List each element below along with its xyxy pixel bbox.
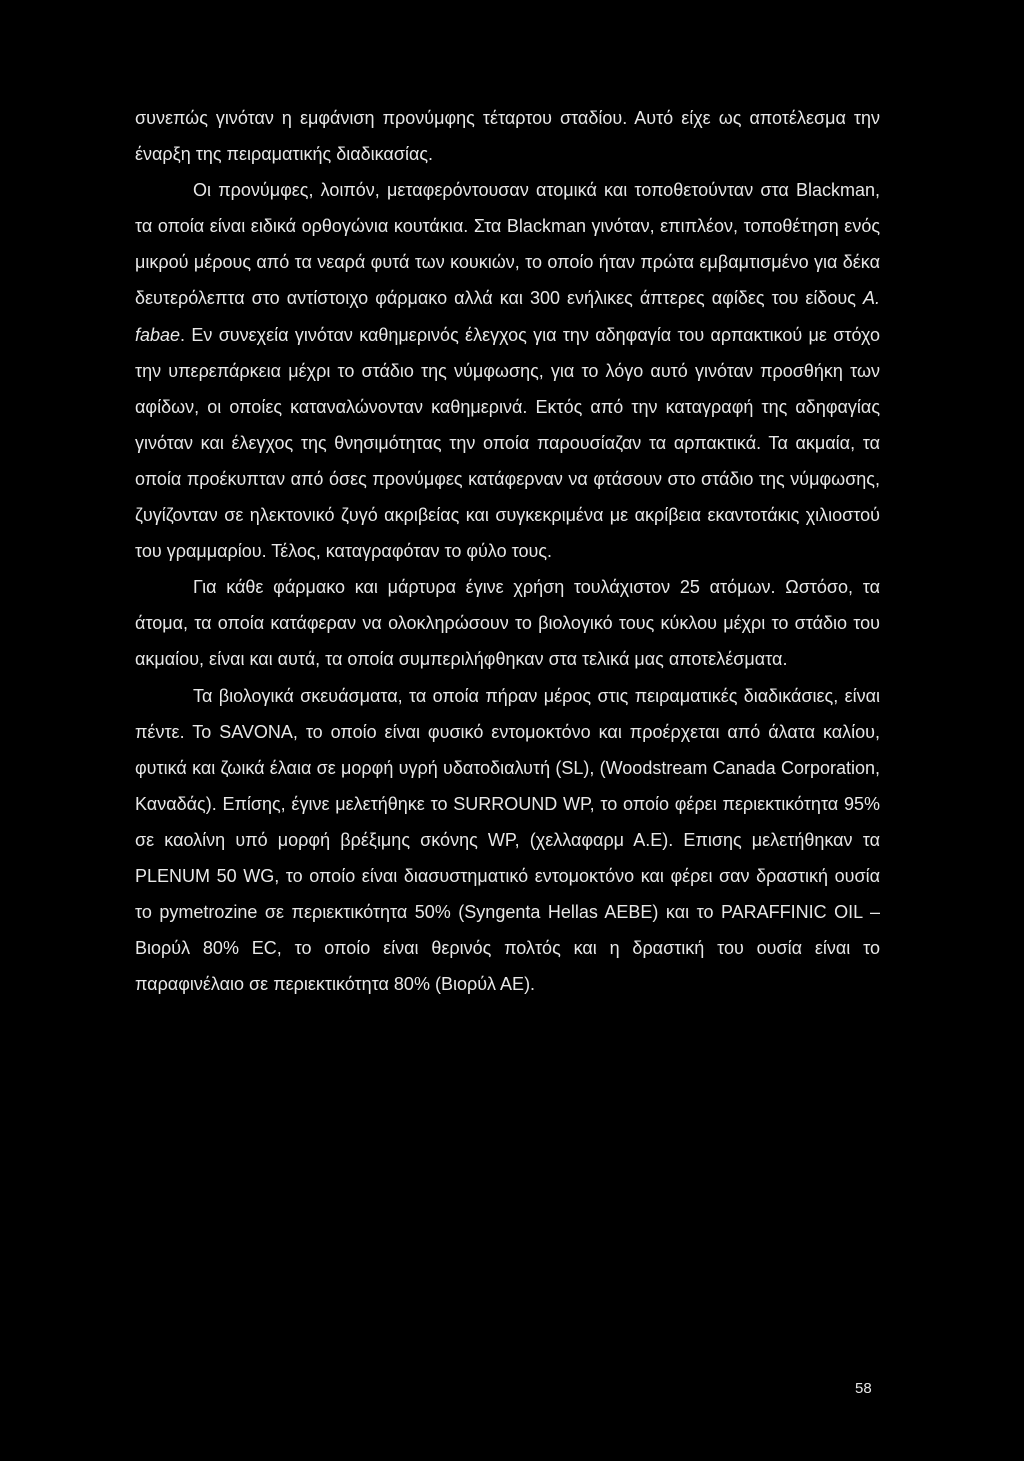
paragraph-text: Οι προνύμφες, λοιπόν, μεταφερόντουσαν ατομικά και τοποθετούνταν στα Blackman, τα οποία είναι ειδικά ορθογώνια κουτάκια. Στα Blackman γινόταν, επιπλέον, τοποθέτηση ενός μικρού μέρους από τα νεαρά φυτά των κουκιών, το οποίο ήταν πρώτα εμβαμτισμένο για δέκα δευτερόλεπτα στο αντίστοιχο φάρμακο αλλά και 300 ενήλικες άπτερες αφίδες του είδους bbox=[135, 180, 880, 309]
paragraph-text: Για κάθε φάρμακο και μάρτυρα έγινε χρήση τουλάχιστον 25 ατόμων. Ωστόσο, τα άτομα, τα οποία κατάφεραν να ολοκληρώσουν το βιολογικό τους κύκλου μέχρι το στάδιο του ακμαίου, είναι και αυτά, τα οποία συμπεριλήφθηκαν στα τελικά μας αποτελέσματα. bbox=[135, 577, 880, 670]
species-name: A. fabae bbox=[135, 288, 880, 345]
page-body bbox=[135, 100, 880, 1002]
paragraph-sample-size bbox=[135, 569, 880, 677]
paragraph-text: συνεπώς γινόταν η εμφάνιση προνύμφης τέταρτου σταδίου. Αυτό είχε ως αποτέλεσμα την έναρξη της πειραματικής διαδικασίας. bbox=[135, 108, 880, 165]
paragraph-text: Τα βιολογικά σκευάσματα, τα οποία πήραν μέρος στις πειραματικές διαδικάσιες, είναι πέντε. Το SAVONA, το οποίο είναι φυσικό εντομοκτόνο και προέρχεται από άλατα καλίου, φυτικά και ζωικά έλαια σε μορφή υγρή υδατοδιαλυτή (SL), (Woodstream Canada Corporation, Καναδάς). Επίσης, έγινε μελετήθηκε το SURROUND WP, το οποίο φέρει περιεκτικότητα 95% σε καολίνη υπό μορφή βρέξιμης σκόνης WP, (χελλαφαρμ Α.Ε). Επισης μελετήθηκαν τα PLENUM 50 WG, το οποίο είναι διασυστηματικό εντομοκτόνο και φέρει σαν δραστική ουσία το pymetrozine σε περιεκτικότητα 50% (Syngenta Hellas AEBE) και το PARAFFINIC OIL – Βιορύλ 80% EC, το οποίο είναι θερινός πολτός και η δραστική του ουσία είναι το παραφινέλαιο σε περιεκτικότητα 80% (Βιορύλ ΑΕ). bbox=[135, 685, 880, 995]
paragraph-text: . Εν συνεχεία γινόταν καθημερινός έλεγχος για την αδηφαγία του αρπακτικού με στόχο την υπερεπάρκεια μέχρι το στάδιο της νύμφωσης, για το λόγο αυτό γινόταν προσθήκη των αφίδων, οι οποίες καταναλώνονταν καθημερινά. Εκτός από την καταγραφή της αδηφαγίας γινόταν και έλεγχος της θνησιμότητας την οποία παρουσίαζαν τα αρπακτικά. Τα ακμαία, τα οποία προέκυπταν από όσες προνύμφες κατάφερναν να φτάσουν στο στάδιο της νύμφωσης, ζυγίζονταν σε ηλεκτονικό ζυγό ακριβείας και συγκεκριμένα με ακρίβεια εκαντοτάκις χιλιοστού του γραμμαρίου. Τέλος, καταγραφόταν το φύλο τους. bbox=[135, 324, 880, 562]
paragraph-biological-products bbox=[135, 678, 880, 1003]
paragraph-continuation bbox=[135, 100, 880, 172]
page-number: 58 bbox=[855, 1380, 872, 1397]
paragraph-larvae-transfer bbox=[135, 172, 880, 569]
